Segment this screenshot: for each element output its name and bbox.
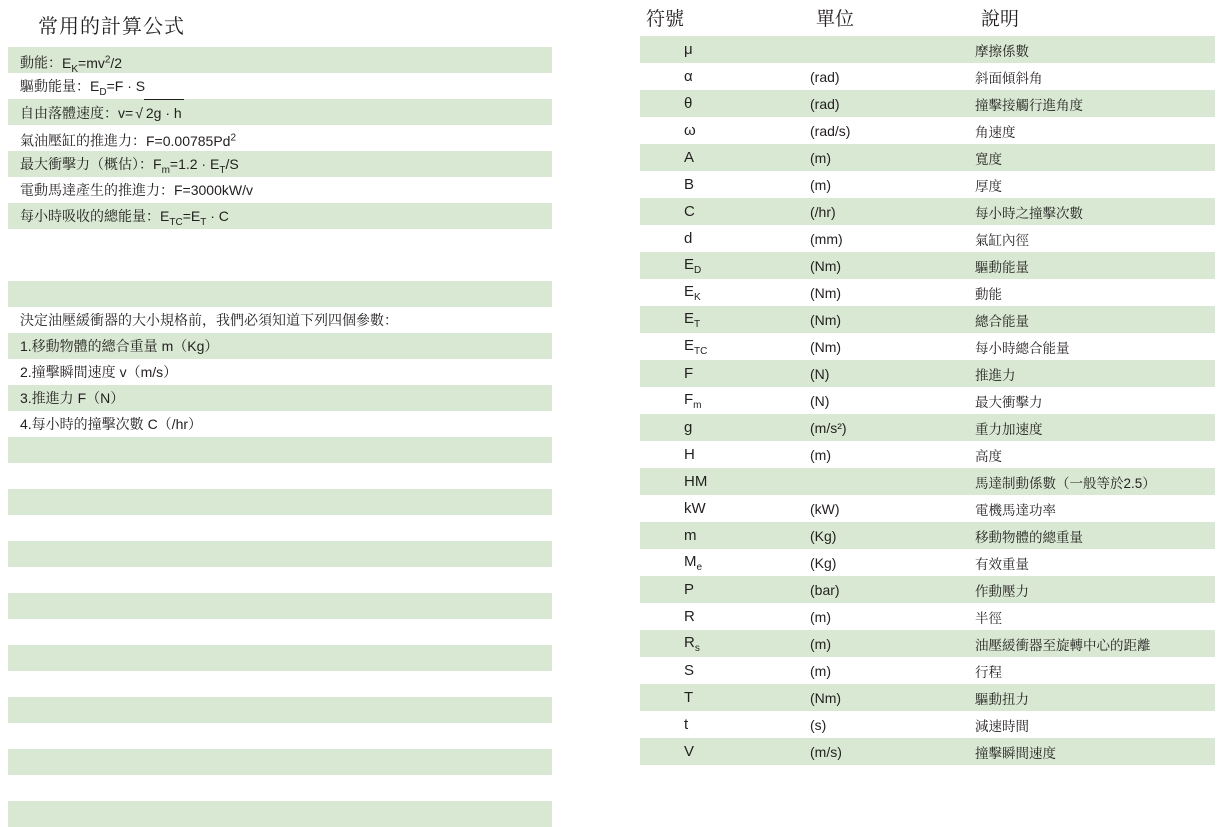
spacer-row <box>8 489 552 515</box>
note-row: 3.推進力 F（N） <box>8 385 552 411</box>
cell-unit: (rad) <box>810 95 840 112</box>
table-row <box>640 36 1215 63</box>
formula-label: 動能： <box>20 54 62 71</box>
table-row <box>640 90 1215 117</box>
cell-desc: 摩擦係數 <box>975 43 1029 59</box>
table-row <box>640 252 1215 279</box>
cell-symbol: m <box>684 527 697 544</box>
spacer-row <box>8 697 552 723</box>
table-row <box>640 63 1215 90</box>
cell-symbol: $E_{TC}$ <box>684 336 708 357</box>
cell-symbol: d <box>684 230 693 247</box>
cell-desc: 重力加速度 <box>975 421 1043 437</box>
table-row <box>640 306 1215 333</box>
table-row <box>640 549 1215 576</box>
table-header-row <box>640 0 1215 36</box>
spacer-row <box>8 515 552 541</box>
cell-symbol: $R_s$ <box>684 633 700 654</box>
note-row: 4.每小時的撞擊次數 C（/hr） <box>8 411 552 437</box>
cell-desc: 有效重量 <box>975 556 1029 572</box>
cell-symbol: θ <box>684 95 693 112</box>
cell-desc: 厚度 <box>975 178 1002 194</box>
note-row: 1.移動物體的總合重量 m（Kg） <box>8 333 552 359</box>
cell-symbol: kW <box>684 500 706 517</box>
table-row <box>640 225 1215 252</box>
formulas-section <box>8 0 552 827</box>
table-row <box>640 333 1215 360</box>
cell-unit: (rad/s) <box>810 122 851 139</box>
spacer-row <box>8 281 552 307</box>
cell-symbol: μ <box>684 41 693 58</box>
cell-desc: 驅動扭力 <box>975 691 1029 707</box>
cell-unit: (Nm) <box>810 689 842 706</box>
formula-expr: $E_{TC}=E_T \cdot C$ <box>160 208 229 228</box>
formula-label: 最大衝擊力（概估）： <box>20 156 153 172</box>
cell-symbol: $F_m$ <box>684 390 702 411</box>
cell-desc: 最大衝擊力 <box>975 394 1043 410</box>
table-row <box>640 684 1215 711</box>
table-row <box>640 711 1215 738</box>
symbol-table <box>640 0 1215 765</box>
cell-desc: 電機馬達功率 <box>975 502 1056 518</box>
table-row <box>640 468 1215 495</box>
note-intro: 決定油壓緩衝器的大小規格前，我們必須知道下列四個參數： <box>20 312 398 328</box>
cell-symbol: t <box>684 716 689 733</box>
cell-symbol: V <box>684 743 695 760</box>
formula-row <box>8 151 552 177</box>
table-row <box>640 441 1215 468</box>
cell-desc: 高度 <box>975 448 1002 464</box>
cell-unit: (m) <box>810 176 831 193</box>
cell-desc: 推進力 <box>975 367 1016 383</box>
spacer-row <box>8 645 552 671</box>
formula-label: 自由落體速度： <box>20 105 118 121</box>
cell-unit: (/hr) <box>810 203 836 220</box>
cell-symbol: $M_e$ <box>684 552 703 573</box>
table-row <box>640 630 1215 657</box>
cell-symbol: T <box>684 689 694 706</box>
cell-symbol: $E_T$ <box>684 309 701 330</box>
table-row <box>640 738 1215 765</box>
cell-desc: 移動物體的總重量 <box>975 529 1083 545</box>
table-row <box>640 522 1215 549</box>
cell-desc: 總合能量 <box>975 313 1029 329</box>
cell-symbol: F <box>684 365 694 382</box>
formula-label: 驅動能量： <box>20 78 90 94</box>
spacer-row <box>8 671 552 697</box>
cell-desc: 半徑 <box>975 610 1002 626</box>
cell-desc: 寬度 <box>975 151 1002 167</box>
formula-expr: $E_K=mv^2/2$ <box>62 54 123 73</box>
cell-unit: (s) <box>810 716 827 733</box>
spacer-row <box>8 463 552 489</box>
cell-desc: 角速度 <box>975 124 1016 140</box>
cell-desc: 作動壓力 <box>975 583 1029 599</box>
cell-unit: (m) <box>810 446 831 463</box>
formulas-title: 常用的計算公式 <box>38 16 185 38</box>
spacer-row <box>8 255 552 281</box>
cell-symbol: A <box>684 149 695 166</box>
header-symbol: 符號 <box>646 8 685 30</box>
table-row <box>640 117 1215 144</box>
formula-label: 氣油壓缸的推進力： <box>20 132 146 149</box>
cell-symbol: ω <box>684 122 696 139</box>
table-row <box>640 387 1215 414</box>
spacer-row <box>8 801 552 827</box>
table-row <box>640 144 1215 171</box>
table-row <box>640 198 1215 225</box>
cell-unit: (m/s) <box>810 743 842 760</box>
cell-symbol: R <box>684 608 695 625</box>
formula-expr: $E_D=F \cdot S$ <box>90 78 146 98</box>
header-desc: 說明 <box>981 8 1020 30</box>
cell-unit: (m/s²) <box>810 419 847 436</box>
cell-desc: 每小時總合能量 <box>975 340 1070 356</box>
cell-desc: 行程 <box>975 664 1002 680</box>
cell-symbol: B <box>684 176 695 193</box>
cell-symbol: g <box>684 419 693 436</box>
formula-expr: $F=0.00785Pd^2$ <box>146 132 237 149</box>
spacer-row <box>8 541 552 567</box>
cell-unit: (bar) <box>810 581 840 598</box>
cell-unit: (rad) <box>810 68 840 85</box>
spacer-row <box>8 229 552 255</box>
cell-unit: (Nm) <box>810 311 842 328</box>
header-unit: 單位 <box>816 8 855 30</box>
cell-desc: 斜面傾斜角 <box>975 70 1043 86</box>
formula-expr: F=3000kW/v <box>174 182 253 198</box>
table-row <box>640 657 1215 684</box>
spacer-row <box>8 593 552 619</box>
note-row: 2.撞擊瞬間速度 v（m/s） <box>8 359 552 385</box>
cell-symbol: C <box>684 203 695 220</box>
cell-symbol: H <box>684 446 695 463</box>
cell-symbol: $E_K$ <box>684 282 701 303</box>
formula-row <box>8 125 552 151</box>
formula-row <box>8 177 552 203</box>
cell-desc: 撞擊瞬間速度 <box>975 745 1056 761</box>
cell-symbol: $E_D$ <box>684 255 702 276</box>
cell-unit: (Nm) <box>810 257 842 274</box>
cell-unit: (m) <box>810 149 831 166</box>
table-row <box>640 603 1215 630</box>
cell-unit: (mm) <box>810 230 843 247</box>
cell-unit: (N) <box>810 365 830 382</box>
cell-symbol: S <box>684 662 695 679</box>
formula-expr: $F_m=1.2 \cdot E_T/S$ <box>153 156 239 176</box>
cell-symbol: HM <box>684 473 708 490</box>
cell-desc: 每小時之撞擊次數 <box>975 205 1083 221</box>
spacer-row <box>8 619 552 645</box>
formula-label: 每小時吸收的總能量： <box>20 208 160 224</box>
table-row <box>640 414 1215 441</box>
cell-unit: (Kg) <box>810 527 837 544</box>
table-row <box>640 495 1215 522</box>
cell-unit: (Nm) <box>810 284 842 301</box>
cell-desc: 氣缸內徑 <box>975 232 1029 248</box>
formula-row <box>8 47 552 73</box>
cell-unit: (kW) <box>810 500 840 517</box>
cell-symbol: P <box>684 581 695 598</box>
table-row <box>640 171 1215 198</box>
cell-unit: (m) <box>810 608 831 625</box>
spacer-row <box>8 723 552 749</box>
cell-desc: 撞擊接觸行進角度 <box>975 97 1083 113</box>
spacer-row <box>8 775 552 801</box>
cell-desc: 動能 <box>975 286 1002 302</box>
cell-unit: (N) <box>810 392 830 409</box>
cell-desc: 驅動能量 <box>975 259 1029 275</box>
formula-row <box>8 99 552 125</box>
formula-row <box>8 73 552 99</box>
spacer-row <box>8 749 552 775</box>
cell-unit: (m) <box>810 635 831 652</box>
formula-label: 電動馬達產生的推進力： <box>20 182 174 198</box>
cell-desc: 油壓緩衝器至旋轉中心的距離 <box>975 637 1151 653</box>
cell-unit: (Kg) <box>810 554 837 571</box>
spacer-row <box>8 567 552 593</box>
cell-symbol: α <box>684 68 693 85</box>
cell-desc: 馬達制動係數（一般等於2.5） <box>975 475 1156 491</box>
table-row <box>640 360 1215 387</box>
cell-unit: (Nm) <box>810 338 842 355</box>
table-row <box>640 279 1215 306</box>
cell-unit: (m) <box>810 662 831 679</box>
formula-expr: v= √ 2g · h <box>118 105 184 121</box>
spacer-row <box>8 437 552 463</box>
cell-desc: 減速時間 <box>975 718 1029 734</box>
formula-row <box>8 203 552 229</box>
table-row <box>640 576 1215 603</box>
